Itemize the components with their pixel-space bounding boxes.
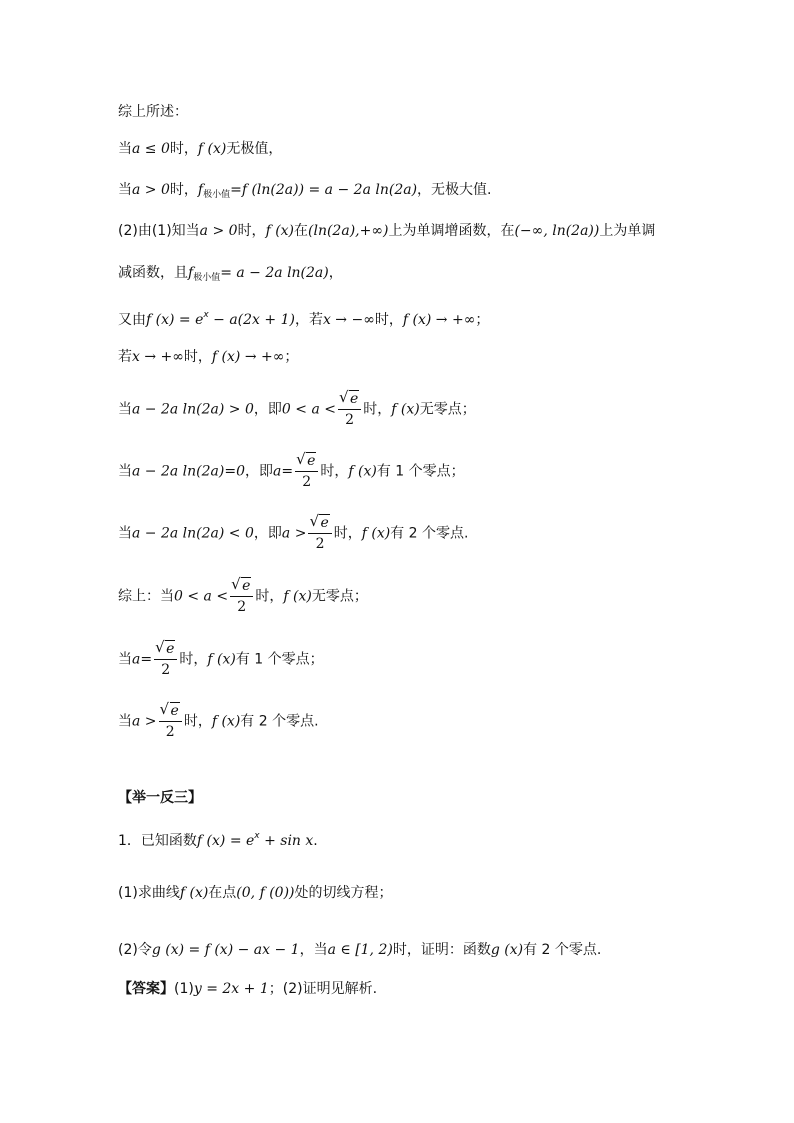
- math-expression: a − 2a ln(2a) < 0: [132, 525, 254, 542]
- line-two-zeros: [118, 514, 468, 553]
- text: 无零点；: [311, 588, 368, 605]
- math-result: f (x) → +∞: [402, 312, 476, 328]
- math-function: f (x): [179, 885, 209, 901]
- text: ，即: [245, 463, 273, 480]
- line-conclusion-2: [118, 640, 324, 679]
- math-expression: a − 2a ln(2a) > 0: [132, 401, 254, 418]
- text: 时，: [320, 463, 349, 480]
- math-inequality: a >: [281, 525, 307, 542]
- radicand: e: [170, 703, 179, 719]
- math-interval: (−∞, ln(2a)): [514, 223, 600, 239]
- superscript: x: [254, 831, 260, 841]
- radicand: e: [349, 391, 359, 407]
- text: 当: [118, 401, 132, 418]
- math-limit: x → +∞: [132, 349, 184, 365]
- text: ；: [284, 349, 299, 365]
- question-1: [118, 826, 318, 851]
- math-limit: x → −∞: [322, 312, 375, 328]
- math-expression: + sin x: [259, 833, 314, 849]
- line-limit-pos: [118, 347, 298, 367]
- text: 当: [118, 525, 132, 542]
- text: 时，: [374, 312, 403, 328]
- line-conclusion-1: [118, 577, 368, 616]
- line-case-a-gt-0: [118, 180, 492, 205]
- text: 当: [118, 651, 132, 668]
- text: 综上所述：: [118, 104, 188, 120]
- math-function: f (x): [348, 463, 377, 480]
- fraction-sqrt-e-over-2: [230, 577, 253, 616]
- math-condition: a > 0: [132, 182, 170, 198]
- sqrt: [232, 577, 251, 595]
- text: (1)求曲线: [118, 885, 180, 901]
- text: (2)由(1)知当: [118, 223, 200, 239]
- text: 无零点；: [419, 401, 476, 418]
- text: 在点: [208, 885, 237, 901]
- answer-line: [118, 979, 377, 999]
- line-case-a-le-0: [118, 139, 282, 159]
- math-expression: a − 2a ln(2a)=0: [132, 463, 245, 480]
- math-expression: g (x) = f (x) − ax − 1: [151, 942, 300, 958]
- answer-label: 【答案】: [118, 981, 174, 997]
- math-expression: y = 2x + 1: [193, 981, 269, 997]
- text: ，: [328, 265, 343, 281]
- math-inequality: 0 < a <: [174, 588, 229, 605]
- text: 时，: [179, 651, 208, 668]
- text: 有 2 个零点.: [390, 525, 469, 542]
- text: 处的切线方程；: [294, 885, 393, 901]
- math-condition: a ≤ 0: [132, 141, 170, 157]
- text: ，即: [253, 401, 282, 418]
- math-inequality: a=: [273, 463, 294, 480]
- text: ，当: [299, 942, 328, 958]
- fraction-sqrt-e-over-2: [159, 702, 182, 741]
- text: ，即: [253, 525, 282, 542]
- math-expression: − a(2x + 1): [208, 312, 295, 328]
- sqrt: [297, 452, 316, 470]
- math-inequality: 0 < a <: [281, 401, 336, 418]
- denominator: 2: [315, 536, 325, 552]
- denominator: 2: [302, 474, 312, 490]
- text: 上为单调增函数，在: [388, 223, 515, 239]
- line-decreasing: [118, 263, 343, 288]
- text: .: [313, 833, 318, 849]
- denominator: 2: [165, 724, 175, 740]
- sqrt: [161, 702, 180, 720]
- text: 时，: [169, 141, 198, 157]
- text: 若: [118, 349, 132, 365]
- denominator: 2: [237, 599, 247, 615]
- math-function: f (x): [197, 141, 227, 157]
- text: 时，: [363, 401, 392, 418]
- math-condition: a ∈ [1, 2): [327, 942, 393, 958]
- text: 有 2 个零点.: [523, 942, 602, 958]
- denominator: 2: [161, 662, 171, 678]
- text: (1): [174, 981, 194, 997]
- subscript: 极小值: [193, 273, 221, 283]
- text: ；(2)证明见解析.: [268, 981, 378, 997]
- text: 在: [294, 223, 309, 239]
- text: 时，: [237, 223, 266, 239]
- text: 当: [118, 182, 132, 198]
- text: 当: [118, 713, 132, 730]
- text: 时，: [169, 182, 198, 198]
- fraction-sqrt-e-over-2: [154, 640, 177, 679]
- text: 上为单调: [599, 223, 656, 239]
- text: 时，: [255, 588, 284, 605]
- line-limit-neg: [118, 305, 489, 330]
- sqrt: [340, 390, 359, 408]
- section-heading: [118, 788, 202, 808]
- heading-text: 【举一反三】: [118, 790, 202, 806]
- summary-heading: [118, 102, 188, 122]
- text: 有 1 个零点；: [376, 463, 465, 480]
- math-function: f (x): [361, 525, 391, 542]
- denominator: 2: [345, 412, 355, 428]
- text: 时，: [333, 525, 362, 542]
- line-no-zero: [118, 390, 476, 429]
- fraction-sqrt-e-over-2: [338, 390, 361, 429]
- text: 减函数，且: [118, 265, 188, 281]
- text: 1．已知函数: [118, 833, 197, 849]
- text: 综上：当: [118, 588, 174, 605]
- math-function: f (x): [283, 588, 312, 605]
- radicand: e: [307, 453, 316, 469]
- sqrt: [310, 514, 329, 532]
- math-f: f: [188, 265, 194, 281]
- radicand: e: [166, 641, 175, 657]
- text: ，无极大值.: [417, 182, 492, 198]
- text: ；: [475, 312, 490, 328]
- math-inequality: a >: [132, 713, 157, 730]
- math-point: (0, f (0)): [236, 885, 295, 901]
- text: 有 2 个零点.: [240, 713, 319, 730]
- math-function: f (x): [207, 651, 236, 668]
- text: (2)令: [118, 942, 152, 958]
- math-expression: f (x) = e: [196, 833, 255, 849]
- math-inequality: a=: [132, 651, 153, 668]
- text: 又由: [118, 312, 146, 328]
- math-expression: = a − 2a ln(2a): [220, 265, 329, 281]
- radicand: e: [320, 515, 329, 531]
- math-function: g (x): [490, 942, 524, 958]
- question-1-part-1: [118, 883, 393, 903]
- math-condition: a > 0: [199, 223, 238, 239]
- text: 无极值，: [226, 141, 283, 157]
- math-function: f (x): [391, 401, 420, 418]
- radicand: e: [242, 578, 251, 594]
- math-interval: (ln(2a),+∞): [308, 223, 389, 239]
- text: 当: [118, 141, 132, 157]
- fraction-sqrt-e-over-2: [308, 514, 331, 553]
- math-result: f (x) → +∞: [211, 349, 285, 365]
- math-function: f (x): [265, 223, 295, 239]
- subscript: 极小值: [203, 190, 231, 200]
- text: 时，: [183, 713, 212, 730]
- text: 时，: [183, 349, 212, 365]
- line-one-zero: [118, 452, 465, 491]
- fraction-sqrt-e-over-2: [295, 452, 318, 491]
- line-part2-intro: [118, 221, 655, 241]
- math-function: f (x): [211, 713, 241, 730]
- line-conclusion-3: [118, 702, 319, 741]
- math-f: f: [197, 182, 204, 198]
- superscript: x: [203, 310, 209, 320]
- math-expression: =f (ln(2a)) = a − 2a ln(2a): [230, 182, 418, 198]
- text: ，若: [294, 312, 323, 328]
- text: 当: [118, 463, 132, 480]
- question-1-part-2: [118, 940, 601, 960]
- math-expression: f (x) = e: [146, 312, 204, 328]
- sqrt: [156, 640, 175, 658]
- text: 时，证明：函数: [392, 942, 491, 958]
- text: 有 1 个零点；: [235, 651, 324, 668]
